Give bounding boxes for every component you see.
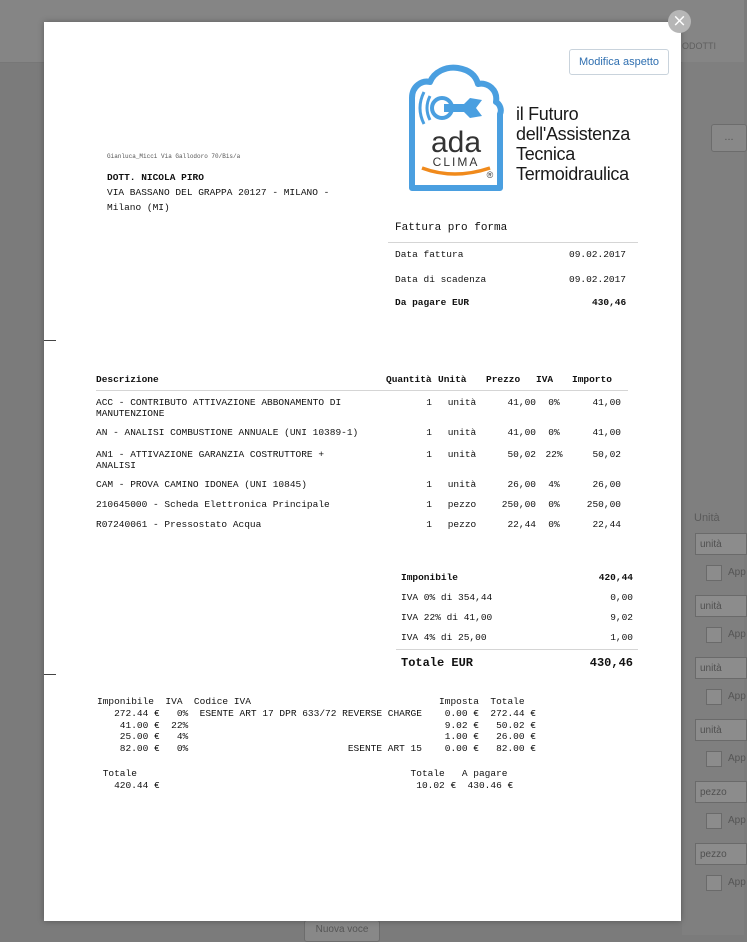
divider (396, 649, 638, 650)
item-amount: 50,02 (592, 448, 621, 460)
item-description (96, 495, 386, 515)
vat-summary-totals-header: Totale Totale A pagare (97, 768, 508, 779)
item-description (96, 515, 386, 535)
item-amount: 22,44 (592, 518, 621, 530)
recipient-address-line: Milano (MI) (107, 202, 170, 213)
table-row (96, 475, 628, 495)
vat-summary-line: 82.00 € 0% ESENTE ART 15 0.00 € 82.00 € (97, 743, 536, 755)
items-table-header (96, 368, 628, 391)
invoice-to-pay-value: 430,46 (592, 297, 627, 308)
item-price: 26,00 (507, 478, 536, 490)
item-quantity: 1 (426, 498, 432, 510)
item-description-line: AN - ANALISI COMBUSTIONE ANNUALE (UNI 10389-1) (96, 426, 359, 438)
totals-taxable-value: 420,44 (598, 572, 633, 583)
item-description-line: 210645000 - Scheda Elettronica Principale (96, 498, 330, 510)
totals-vat-value: 0,00 (610, 592, 633, 603)
background-checkbox (706, 689, 722, 705)
column-header-price: Prezzo (486, 373, 521, 385)
background-checkbox (706, 875, 722, 891)
item-price: 41,00 (507, 426, 536, 438)
items-table (96, 368, 628, 535)
background-apply-label: App (728, 567, 746, 578)
vat-summary-totals (97, 768, 513, 792)
item-unit: unità (447, 448, 477, 460)
item-vat: 0% (548, 498, 560, 510)
logo-brand-clima: CLIMA (432, 155, 480, 169)
background-apply-label: App (728, 815, 746, 826)
recipient-name: DOTT. NICOLA PIRO (107, 172, 204, 183)
item-unit: unità (447, 426, 477, 438)
table-row (96, 515, 628, 535)
item-vat: 4% (548, 478, 560, 490)
fold-mark (44, 674, 56, 675)
background-new-item-button: Nuova voce (304, 920, 380, 942)
totals-taxable-row (401, 572, 633, 586)
item-amount: 250,00 (586, 498, 621, 510)
background-right-column (682, 62, 744, 935)
background-checkbox (706, 627, 722, 643)
column-header-quantity: Quantità (386, 373, 432, 385)
logo-registered-mark: ® (486, 170, 494, 180)
item-description-line: R07240061 - Pressostato Acqua (96, 518, 262, 530)
column-header-unit: Unità (438, 373, 467, 385)
vat-summary (97, 696, 536, 755)
logo-tagline-line: dell'Assistenza (516, 124, 630, 144)
invoice-title: Fattura pro forma (395, 222, 508, 234)
item-quantity: 1 (426, 448, 432, 460)
background-unit-cell: pezzo (695, 843, 747, 865)
background-checkbox (706, 565, 722, 581)
totals-vat-row (401, 592, 633, 606)
close-icon[interactable]: × (668, 10, 691, 33)
background-apply-label: App (728, 629, 746, 640)
sender-address: Gianluca_Micci Via Gallodoro 70/Bis/a (107, 153, 241, 160)
totals-vat-label: IVA 22% di 41,00 (401, 612, 493, 623)
vat-summary-line: 41.00 € 22% 9.02 € 50.02 € (97, 719, 536, 731)
item-description (96, 443, 386, 475)
item-price: 250,00 (501, 498, 536, 510)
column-header-description: Descrizione (96, 373, 159, 385)
column-header-vat: IVA (536, 373, 554, 385)
table-row (96, 443, 628, 475)
totals-vat-row (401, 612, 633, 626)
vat-summary-header: Imponibile IVA Codice IVA Imposta Totale (97, 696, 525, 707)
logo-tagline-line: il Futuro (516, 104, 579, 124)
column-header-amount: Importo (572, 373, 612, 385)
totals-vat-label: IVA 0% di 354,44 (401, 592, 493, 603)
totals-vat-value: 1,00 (610, 632, 633, 643)
table-row (96, 423, 628, 443)
vat-summary-line: 25.00 € 4% 1.00 € 26.00 € (97, 731, 536, 743)
item-unit: pezzo (447, 498, 477, 510)
item-price: 22,44 (507, 518, 536, 530)
item-description-line: AN1 - ATTIVAZIONE GARANZIA COSTRUTTORE + (96, 448, 325, 460)
invoice-due-label: Data di scadenza (395, 274, 487, 285)
table-row (96, 391, 628, 423)
item-description-line: MANUTENZIONE (96, 408, 165, 419)
background-unit-cell: unità (695, 657, 747, 679)
item-unit: pezzo (447, 518, 477, 530)
background-apply-label: App (728, 877, 746, 888)
item-unit: unità (447, 478, 477, 490)
item-quantity: 1 (426, 397, 432, 408)
background-checkbox (706, 751, 722, 767)
background-unit-cell: unità (695, 533, 747, 555)
totals-grand-label: Totale EUR (401, 656, 474, 670)
invoice-date-value: 09.02.2017 (569, 249, 627, 260)
item-amount: 41,00 (592, 426, 621, 438)
totals-vat-row (401, 632, 633, 646)
item-description (96, 391, 386, 423)
item-vat: 22% (545, 448, 563, 460)
invoice-to-pay-label: Da pagare EUR (395, 297, 470, 308)
background-unit-cell: unità (695, 595, 747, 617)
item-vat: 0% (548, 426, 560, 438)
invoice-preview-modal (44, 22, 681, 921)
item-unit: unità (447, 397, 477, 408)
background-apply-label: App (728, 691, 746, 702)
divider (388, 242, 638, 243)
totals-taxable-label: Imponibile (401, 572, 459, 583)
recipient-address-line: VIA BASSANO DEL GRAPPA 20127 - MILANO - (107, 187, 330, 198)
item-quantity: 1 (426, 426, 432, 438)
item-price: 50,02 (507, 448, 536, 460)
vat-summary-totals-values: 420.44 € 10.02 € 430.46 € (97, 779, 514, 791)
item-vat: 0% (548, 397, 560, 408)
totals-grand-value: 430,46 (589, 656, 633, 670)
logo-tagline (516, 104, 630, 184)
totals-vat-value: 9,02 (610, 612, 633, 623)
edit-appearance-button[interactable]: Modifica aspetto (569, 49, 669, 75)
item-price: 41,00 (507, 397, 536, 408)
vat-summary-line: 272.44 € 0% ESENTE ART 17 DPR 633/72 REVERSE CHARGE 0.00 € 272.44 € (97, 707, 536, 719)
item-vat: 0% (548, 518, 560, 530)
background-unit-cell: unità (695, 719, 747, 741)
item-description-line: ANALISI (96, 459, 136, 471)
item-description-line: CAM - PROVA CAMINO IDONEA (UNI 10845) (96, 478, 307, 490)
item-quantity: 1 (426, 518, 432, 530)
item-description-line: ACC - CONTRIBUTO ATTIVAZIONE ABBONAMENTO DI (96, 397, 342, 408)
logo-tagline-line: Termoidraulica (516, 164, 629, 184)
table-row (96, 495, 628, 515)
logo-tagline-line: Tecnica (516, 144, 575, 164)
fold-mark (44, 340, 56, 341)
totals-vat-label: IVA 4% di 25,00 (401, 632, 487, 643)
item-quantity: 1 (426, 478, 432, 490)
totals-grand-row (401, 656, 633, 674)
background-checkbox (706, 813, 722, 829)
item-description (96, 475, 386, 495)
invoice-due-value: 09.02.2017 (569, 274, 627, 285)
background-tab-label: ODOTTI (682, 41, 716, 51)
background-unita-header: Unità (694, 512, 720, 524)
background-unit-cell: pezzo (695, 781, 747, 803)
item-amount: 41,00 (592, 397, 621, 408)
invoice-date-label: Data fattura (395, 249, 464, 260)
background-apply-label: App (728, 753, 746, 764)
background-more-button: ... (711, 124, 747, 152)
item-amount: 26,00 (592, 478, 621, 490)
logo-brand-ada: ada (430, 126, 482, 159)
item-description (96, 423, 386, 443)
